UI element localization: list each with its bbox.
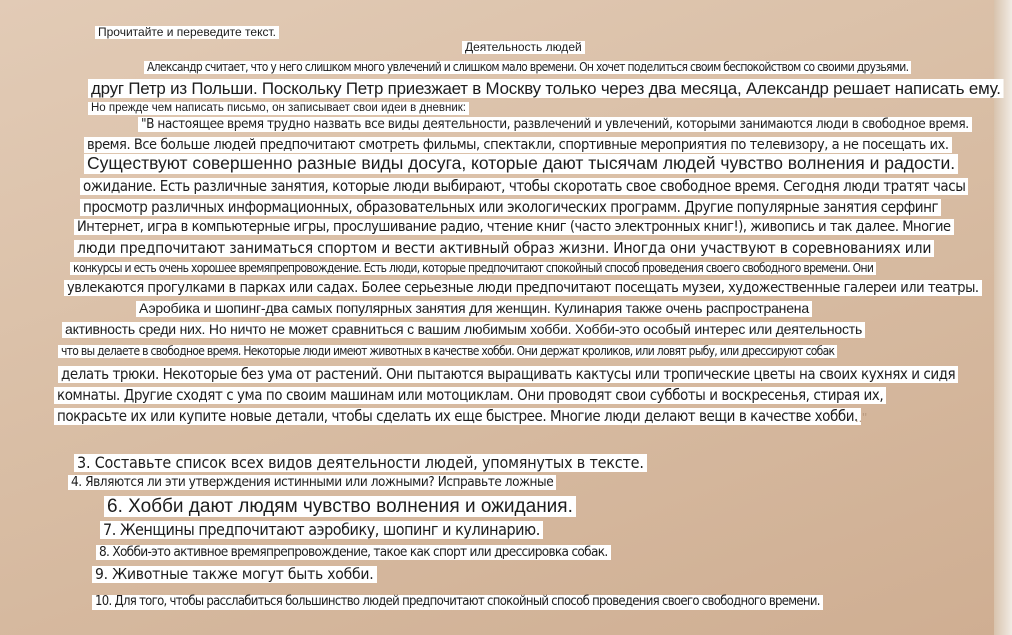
- diary-line: время. Все больше людей предпочитают смотреть фильмы, спектакли, спортивные мероприятия по телевизору, а не посещать их.: [84, 137, 952, 153]
- task-item: 4. Являются ли эти утверждения истинными или ложными? Исправьте ложные: [68, 475, 556, 490]
- diary-line: "В настоящее время трудно назвать все виды деятельности, развлечений и увлечений, которыми занимаются люди в свободное время.: [138, 117, 972, 132]
- diary-line: Интернет, игра в компьютерные игры, прослушивание радио, чтение книг (часто электронных книг!), живопись и так далее. Многие: [74, 219, 954, 235]
- diary-line: ожидание. Есть различные занятия, которые люди выбирают, чтобы скоротать свое свободное время. Сегодня люди тратят часы: [80, 178, 968, 195]
- statement-item: 7. Женщины предпочитают аэробику, шопинг и кулинарию.: [100, 521, 543, 539]
- statement-item: 10. Для того, чтобы расслабиться большинство людей предпочитают спокойный способ проведения своего свободного времени.: [92, 595, 823, 610]
- diary-line: активность среди них. Но ничто не может сравниться с вашим любимым хобби. Хобби-это особый интерес или деятельность: [62, 322, 865, 338]
- diary-line: комнаты. Другие сходят с ума по своим машинам или мотоциклам. Они проводят свои субботы и воскресенья, стирая их,: [54, 387, 886, 404]
- closing-quote: ..": [855, 410, 867, 425]
- diary-line: покрасьте их или купите новые детали, чтобы сделать их еще быстрее. Многие люди делают вещи в качестве хобби.: [54, 408, 861, 425]
- intro-line: Но прежде чем написать письмо, он записывает свои идеи в дневник:: [88, 102, 469, 115]
- task-item: 3. Составьте список всех видов деятельности людей, упомянутых в тексте.: [74, 454, 647, 472]
- diary-line: конкурсы и есть очень хорошее времяпрепровождение. Есть люди, которые предпочитают спокойный способ проведения своего свободного времени. Они: [70, 262, 876, 275]
- intro-line: друг Петр из Польши. Поскольку Петр приезжает в Москву только через два месяца, Александр решает написать ему.: [88, 79, 1004, 98]
- diary-line: делать трюки. Некоторые без ума от растений. Они пытаются выращивать кактусы или тропические цветы на своих кухнях и сидя: [58, 366, 958, 383]
- intro-line: Александр считает, что у него слишком много увлечений и слишком мало времени. Он хочет поделиться своим беспокойством со своими друзьями.: [144, 61, 911, 74]
- statement-item: 8. Хобби-это активное времяпрепровождение, такое как спорт или дрессировка собак.: [96, 545, 611, 560]
- diary-line: просмотр различных информационных, образовательных или экологических программ. Другие популярные занятия серфинг: [80, 199, 941, 216]
- instruction: Прочитайте и переведите текст.: [95, 26, 279, 39]
- diary-line: увлекаются прогулками в парках или садах. Более серьезные люди предпочитают посещать музеи, художественные галереи или театры.: [64, 280, 982, 296]
- statement-item: 9. Животные также могут быть хобби.: [92, 566, 377, 583]
- diary-line: что вы делаете в свободное время. Некоторые люди имеют животных в качестве хобби. Они держат кроликов, или ловят рыбу, или дрессируют собак: [58, 345, 837, 358]
- statement-item: 6. Хобби дают людям чувство волнения и ожидания.: [104, 496, 576, 517]
- diary-line: Аэробика и шопинг-два самых популярных занятия для женщин. Кулинария также очень распространена: [136, 301, 812, 317]
- diary-line: Существуют совершенно разные виды досуга, которые дают тысячам людей чувство волнения и радости.: [84, 154, 958, 174]
- page-title: Деятельность людей: [462, 41, 585, 54]
- diary-line: люди предпочитают заниматься спортом и вести активный образ жизни. Иногда они участвуют в соревнованиях или: [74, 240, 934, 257]
